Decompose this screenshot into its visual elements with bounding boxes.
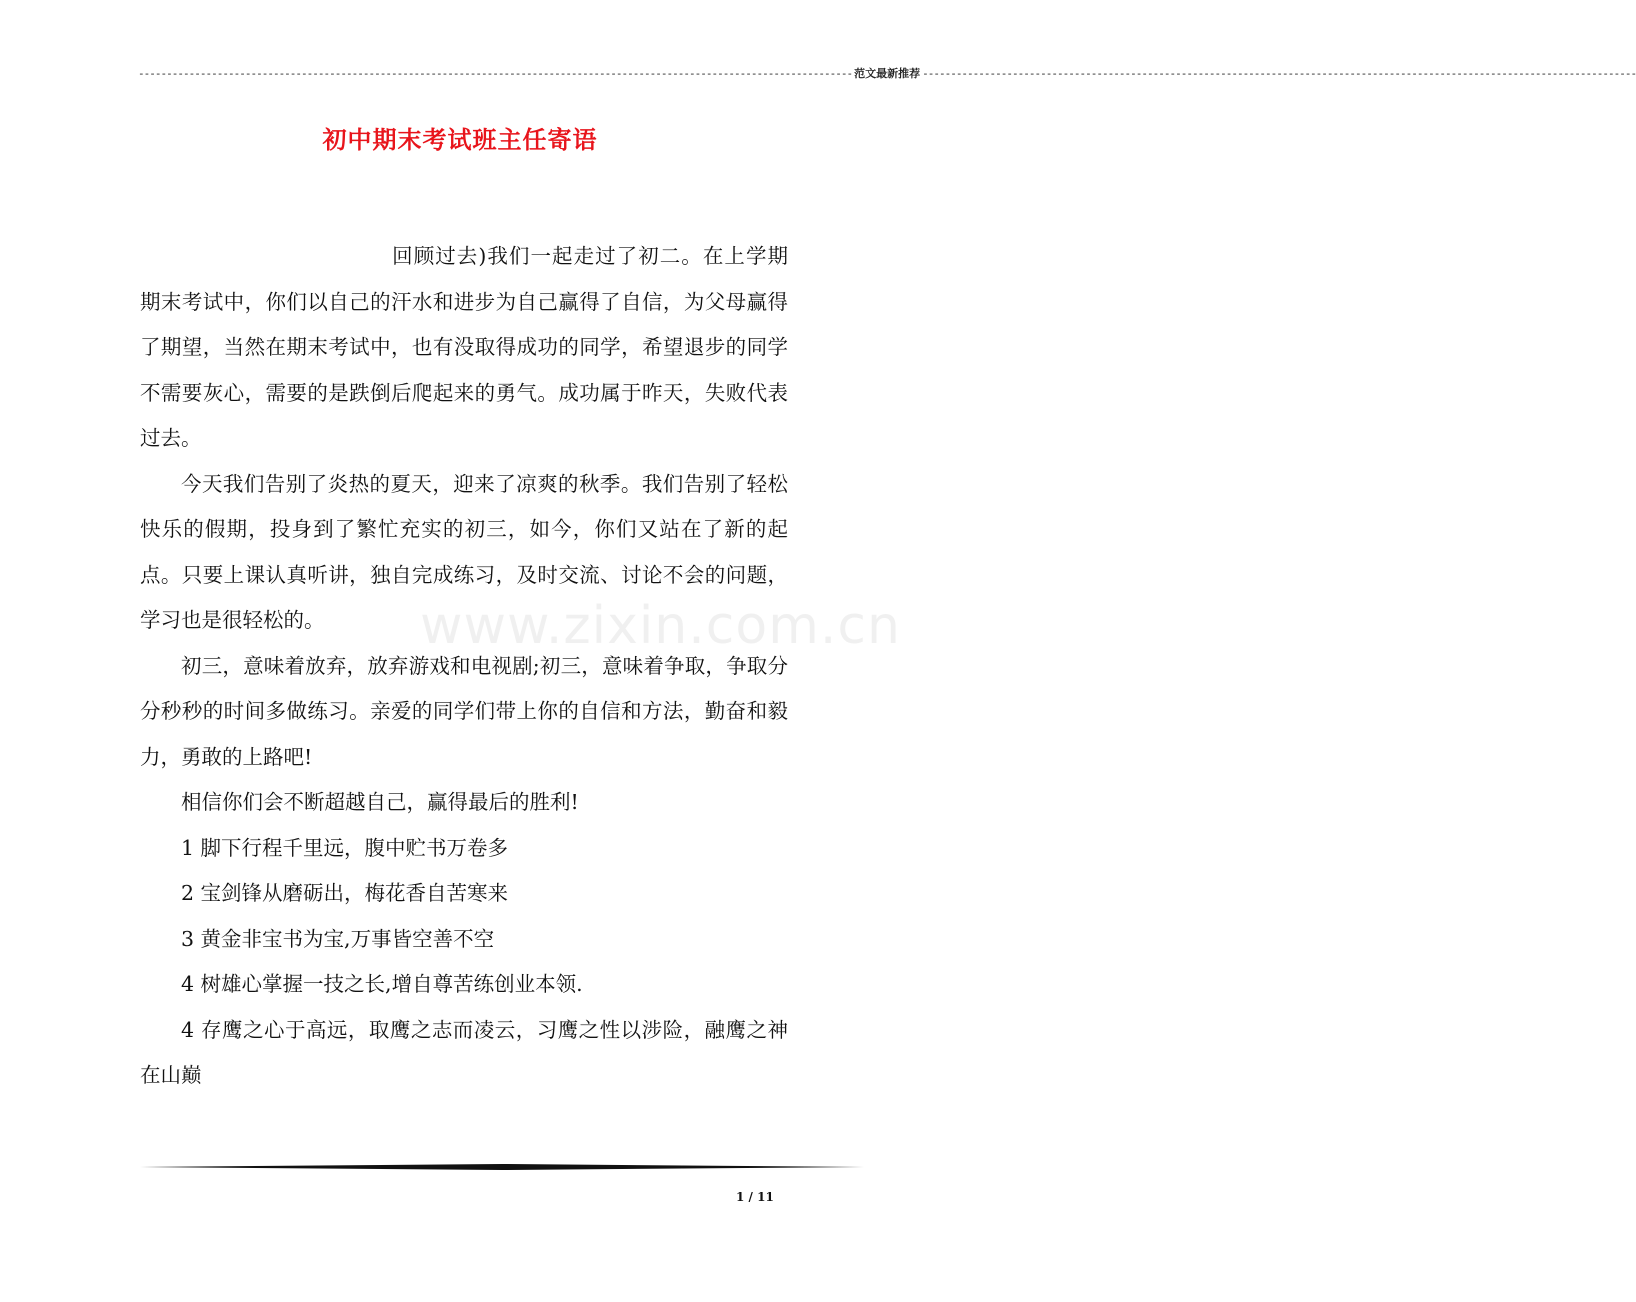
motto-item-5: 4 存鹰之心于高远，取鹰之志而凌云，习鹰之性以涉险，融鹰之神在山巅 xyxy=(140,1017,788,1087)
header-rule-left: ------------------------------------------------------------------------------------------------------------------------------- xyxy=(138,67,853,80)
motto-item-4: 4 树雄心掌握一技之长,增自尊苦练创业本领. xyxy=(181,972,583,996)
page-number: 1 / 11 xyxy=(736,1190,774,1204)
motto-item-2: 2 宝剑锋从磨砺出，梅花香自苦寒来 xyxy=(181,881,509,905)
motto-item-3: 3 黄金非宝书为宝,万事皆空善不空 xyxy=(181,926,495,951)
watermark: www.zixin.com.cn xyxy=(420,596,901,656)
footer-rule xyxy=(140,1164,864,1170)
paragraph-believe: 相信你们会不断超越自己，赢得最后的胜利! xyxy=(181,790,579,814)
header-rule-right: ------------------------------------------------------------------------------------------------------------------------------- xyxy=(922,67,1636,80)
paragraph-today: 今天我们告别了炎热的夏天，迎来了凉爽的秋季。我们告别了轻松快乐的假期，投身到了繁忙充实的初三，如今，你们又站在了新的起点。只要上课认真听讲，独自完成练习，及时交流、讨论不会的问题，学习也是很轻松的。 xyxy=(140,471,788,632)
paragraph-grade-three: 初三，意味着放弃，放弃游戏和电视剧;初三，意味着争取，争取分分秒秒的时间多做练习。亲爱的同学们带上你的自信和方法，勤奋和毅力，勇敢的上路吧! xyxy=(140,653,788,769)
page-header xyxy=(138,66,1636,82)
paragraph-review: 回顾过去)我们一起走过了初二。在上学期期末考试中，你们以自己的汗水和进步为自己赢得了自信，为父母赢得了期望，当然在期末考试中，也有没取得成功的同学，希望退步的同学不需要灰心，需要的是跌倒后爬起来的勇气。成功属于昨天，失败代表过去。 xyxy=(140,244,788,450)
document-body xyxy=(140,234,788,1099)
header-label: 范文最新推荐 xyxy=(854,67,921,80)
motto-item-1: 1 脚下行程千里远，腹中贮书万卷多 xyxy=(181,835,509,860)
document-title: 初中期末考试班主任寄语 xyxy=(322,125,598,154)
